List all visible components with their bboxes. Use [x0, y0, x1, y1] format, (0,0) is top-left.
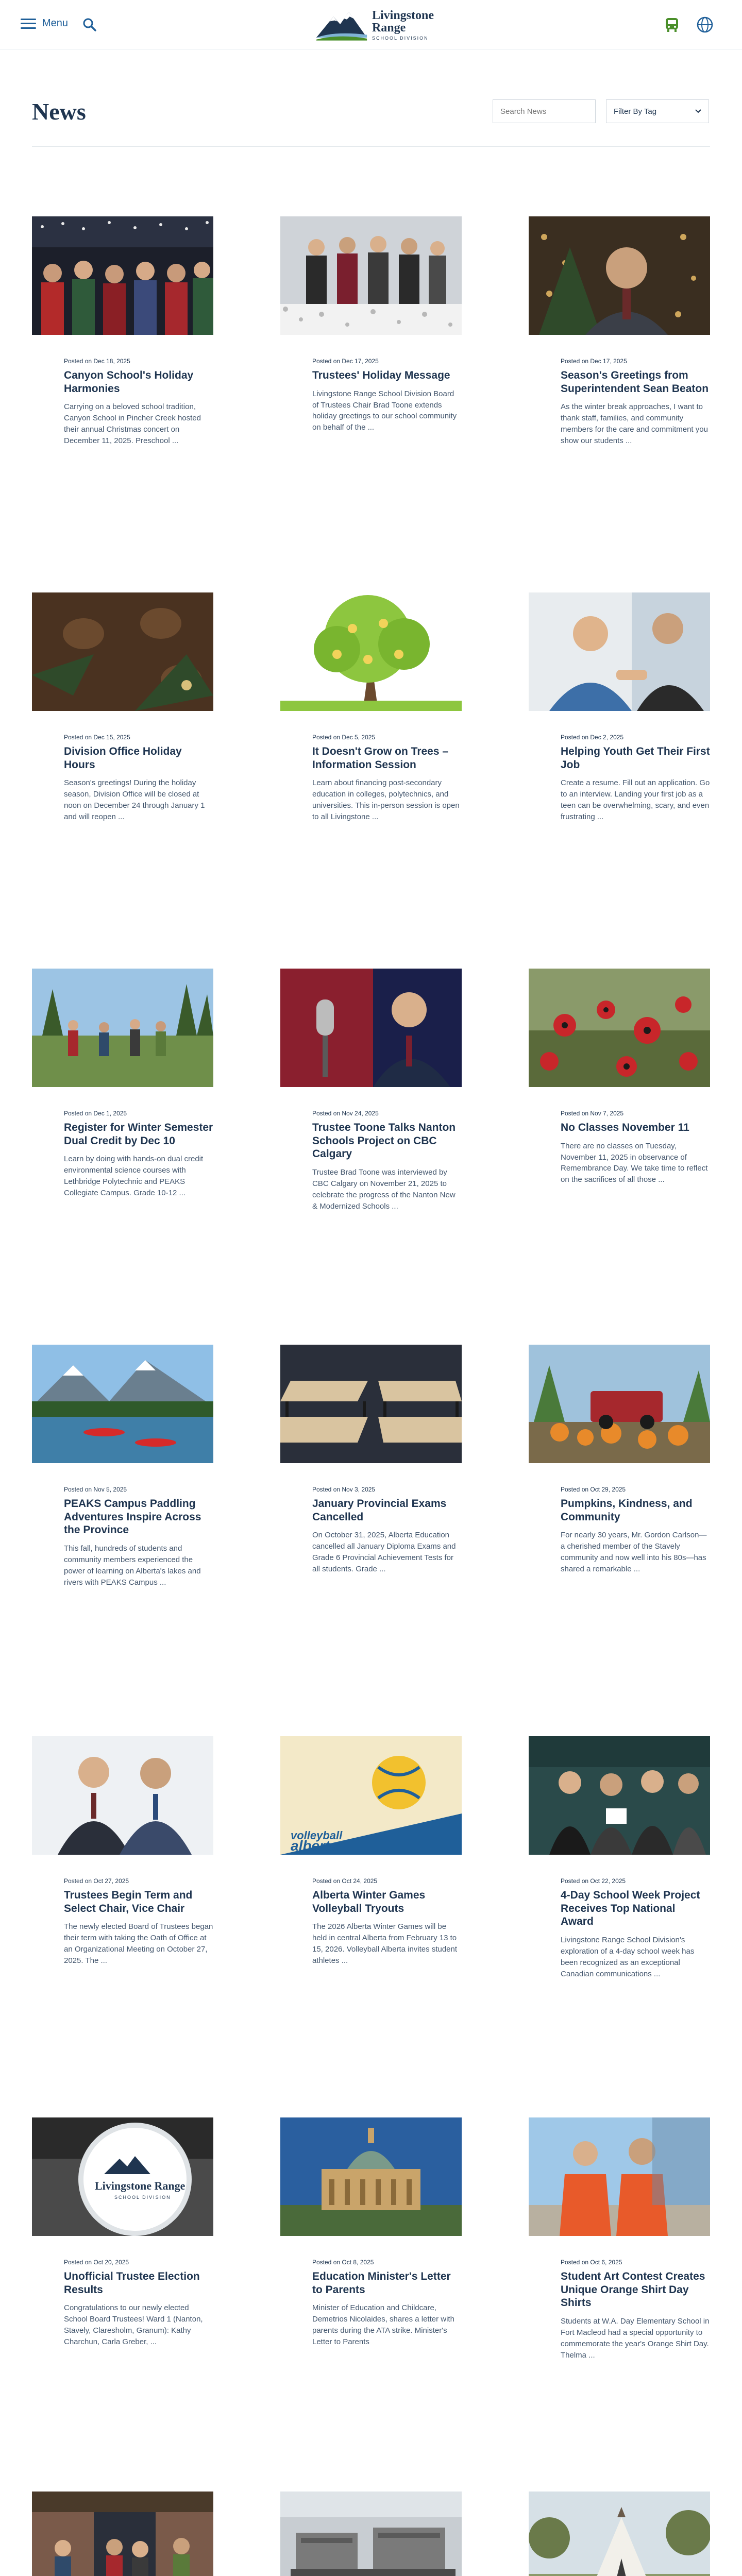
article-image: [280, 2492, 462, 2576]
logo-sub: SCHOOL DIVISION: [372, 35, 429, 41]
bus-icon[interactable]: [663, 15, 681, 34]
news-card[interactable]: [529, 592, 710, 823]
article-title[interactable]: Season's Greetings from Superintendent Sean Beaton: [561, 369, 709, 395]
article-title[interactable]: Pumpkins, Kindness, and Community: [561, 1498, 693, 1523]
article-excerpt: Learn about financing post-secondary education in colleges, polytechnics, and universities. This in-person session is open to all Livingstone ...: [312, 778, 460, 821]
logo-line2: Range: [372, 21, 406, 35]
article-excerpt: Livingstone Range School Division Board of Trustees Chair Brad Toone extends holiday greetings to our school community on behalf of the ...: [312, 389, 457, 432]
article-excerpt: Season's greetings! During the holiday season, Division Office will be closed at noon on December 24 through January 1 and will reopen ...: [64, 778, 205, 821]
article-excerpt: Livingstone Range School Division's exploration of a 4-day school week has been recognized as an exceptional Canadian communications ...: [561, 1935, 695, 1978]
article-excerpt: This fall, hundreds of students and community members experienced the power of learning on Alberta's lakes and rivers with PEAKS Campus ...: [64, 1544, 201, 1587]
article-image: [32, 2492, 213, 2576]
news-card[interactable]: [529, 2117, 710, 2361]
filter-by-tag-select[interactable]: [606, 99, 709, 123]
news-card[interactable]: [280, 2117, 462, 2348]
article-image: [280, 1345, 462, 1463]
news-card[interactable]: [32, 1345, 213, 1588]
news-card[interactable]: [280, 1736, 462, 1967]
article-date: Posted on Dec 1, 2025: [64, 1110, 127, 1117]
article-date: Posted on Oct 27, 2025: [64, 1877, 129, 1885]
article-image: [32, 969, 213, 1087]
article-excerpt: Trustee Brad Toone was interviewed by CBC Calgary on November 21, 2025 to celebrate the progress of the Nanton New & Modernized Schools ...: [312, 1167, 456, 1211]
article-excerpt: Students at W.A. Day Elementary School in Fort Macleod had a special opportunity to commemorate the year's Orange Shirt Day. Thelma ...: [561, 2316, 710, 2360]
article-title[interactable]: Register for Winter Semester Dual Credit by Dec 10: [64, 1122, 213, 1147]
news-card[interactable]: [529, 969, 710, 1185]
article-image: [529, 1345, 710, 1463]
news-card[interactable]: [529, 2492, 710, 2576]
news-card[interactable]: [32, 1736, 213, 1967]
article-image: [280, 216, 462, 335]
article-date: Posted on Nov 7, 2025: [561, 1110, 624, 1117]
news-card[interactable]: [32, 2117, 213, 2348]
site-logo[interactable]: [315, 4, 434, 45]
news-card[interactable]: [32, 2492, 213, 2576]
article-excerpt: The newly elected Board of Trustees began their term with taking the Oath of Office at an Organizational Meeting on October 27, 2025. The ...: [64, 1922, 213, 1965]
article-title[interactable]: Student Art Contest Creates Unique Orange Shirt Day Shirts: [561, 2270, 705, 2309]
search-news-input[interactable]: [493, 99, 596, 123]
article-image: [280, 592, 462, 711]
news-card[interactable]: [280, 969, 462, 1212]
svg-text:Livingstone Range: Livingstone Range: [95, 2179, 185, 2192]
logo-line1: Livingstone: [372, 8, 434, 22]
article-image: [32, 1736, 213, 1855]
article-excerpt: There are no classes on Tuesday, November 11, 2025 in observance of Remembrance Day. We take time to reflect on the sacrifices of all those ...: [561, 1141, 708, 1184]
menu-label: Menu: [42, 18, 69, 29]
article-title[interactable]: January Provincial Exams Cancelled: [312, 1498, 447, 1523]
article-image: [529, 2117, 710, 2236]
news-card[interactable]: [32, 216, 213, 447]
article-excerpt: Minister of Education and Childcare, Demetrios Nicolaides, shares a letter with parents during the ATA strike. Minister's Letter to Parents: [312, 2303, 454, 2346]
title-divider: [32, 146, 710, 147]
article-date: Posted on Dec 17, 2025: [561, 358, 627, 365]
article-title[interactable]: Canyon School's Holiday Harmonies: [64, 369, 194, 395]
article-date: Posted on Oct 6, 2025: [561, 2259, 622, 2266]
article-date: Posted on Oct 20, 2025: [64, 2259, 129, 2266]
article-title[interactable]: Division Office Holiday Hours: [64, 745, 182, 771]
article-title[interactable]: No Classes November 11: [561, 1122, 689, 1133]
article-excerpt: On October 31, 2025, Alberta Education cancelled all January Diploma Exams and Grade 6 Provincial Achievement Tests for all students. Grade ...: [312, 1531, 456, 1573]
svg-text:volleyball: volleyball: [291, 1829, 343, 1842]
article-date: Posted on Oct 22, 2025: [561, 1877, 626, 1885]
news-card[interactable]: [280, 2492, 462, 2576]
article-excerpt: The 2026 Alberta Winter Games will be held in central Alberta from February 13 to 15, 2026. Volleyball Alberta invites student athletes ...: [312, 1922, 458, 1965]
article-title[interactable]: Alberta Winter Games Volleyball Tryouts: [312, 1889, 426, 1914]
news-card[interactable]: [32, 592, 213, 823]
news-card[interactable]: [280, 216, 462, 433]
article-title[interactable]: Trustees Begin Term and Select Chair, Vice Chair: [64, 1889, 193, 1914]
article-date: Posted on Dec 5, 2025: [312, 734, 376, 741]
site-header: [0, 0, 742, 49]
article-excerpt: As the winter break approaches, I want to thank staff, families, and community members for the care and commitment you show our students ...: [561, 402, 708, 445]
filter-label: Filter By Tag: [614, 107, 657, 116]
article-excerpt: Congratulations to our newly elected School Board Trustees! Ward 1 (Nanton, Stavely, Claresholm, Granum): Kathy Charchun, Carla Greber, ...: [64, 2303, 203, 2346]
svg-text:alberta: alberta: [291, 1838, 338, 1854]
article-image: [280, 1736, 462, 1855]
article-date: Posted on Dec 15, 2025: [64, 734, 130, 741]
mountain-logo-icon: [315, 7, 368, 43]
article-image: [280, 2117, 462, 2236]
news-card[interactable]: [280, 1345, 462, 1575]
article-image: [529, 2492, 710, 2576]
article-excerpt: Create a resume. Fill out an application. Go to an interview. Landing your first job as a teen can be overwhelming, scary, and even frustrating ...: [561, 778, 710, 821]
article-date: Posted on Nov 5, 2025: [64, 1486, 127, 1493]
article-date: Posted on Dec 18, 2025: [64, 358, 130, 365]
article-date: Posted on Nov 3, 2025: [312, 1486, 376, 1493]
article-title[interactable]: Helping Youth Get Their First Job: [561, 745, 710, 771]
article-title[interactable]: It Doesn't Grow on Trees – Information Session: [312, 745, 449, 771]
article-title[interactable]: Unofficial Trustee Election Results: [64, 2270, 200, 2296]
news-card[interactable]: [32, 969, 213, 1199]
article-title[interactable]: 4-Day School Week Project Receives Top National Award: [561, 1889, 700, 1928]
article-date: Posted on Dec 17, 2025: [312, 358, 379, 365]
article-image: [529, 216, 710, 335]
news-card[interactable]: [529, 1345, 710, 1575]
article-date: Posted on Nov 24, 2025: [312, 1110, 379, 1117]
article-excerpt: For nearly 30 years, Mr. Gordon Carlson—a cherished member of the Stavely community and now well into his 80s—has shared a remarkable ...: [561, 1531, 707, 1573]
article-image: [529, 969, 710, 1087]
article-excerpt: Learn by doing with hands-on dual credit environmental science courses with Lethbridge Polytechnic and PEAKS Collegiate Campus. Grade 10-12 ...: [64, 1155, 204, 1197]
article-image: [529, 1736, 710, 1855]
page-title: News: [32, 98, 86, 125]
article-title[interactable]: PEAKS Campus Paddling Adventures Inspire Across the Province: [64, 1498, 201, 1536]
article-image: [32, 216, 213, 335]
article-date: Posted on Dec 2, 2025: [561, 734, 624, 741]
news-card[interactable]: [529, 216, 710, 447]
hamburger-icon: [21, 19, 36, 29]
article-date: Posted on Oct 8, 2025: [312, 2259, 374, 2266]
news-card[interactable]: [529, 1736, 710, 1979]
article-title[interactable]: Education Minister's Letter to Parents: [312, 2270, 451, 2296]
translate-icon[interactable]: [696, 15, 714, 34]
menu-button[interactable]: [21, 18, 68, 29]
svg-text:SCHOOL DIVISION: SCHOOL DIVISION: [114, 2195, 171, 2200]
article-image: [529, 592, 710, 711]
article-date: Posted on Oct 29, 2025: [561, 1486, 626, 1493]
article-date: Posted on Oct 24, 2025: [312, 1877, 378, 1885]
article-image: [32, 2117, 213, 2236]
article-title[interactable]: Trustees' Holiday Message: [312, 369, 450, 381]
news-card[interactable]: [280, 592, 462, 823]
article-excerpt: Carrying on a beloved school tradition, Canyon School in Pincher Creek hosted their annual Christmas concert on December 11, 2025. Preschool ...: [64, 402, 201, 445]
chevron-down-icon: [695, 109, 701, 113]
search-icon[interactable]: [82, 18, 97, 32]
article-title[interactable]: Trustee Toone Talks Nanton Schools Project on CBC Calgary: [312, 1122, 456, 1160]
article-image: [32, 1345, 213, 1463]
article-image: [32, 592, 213, 711]
article-image: [280, 969, 462, 1087]
